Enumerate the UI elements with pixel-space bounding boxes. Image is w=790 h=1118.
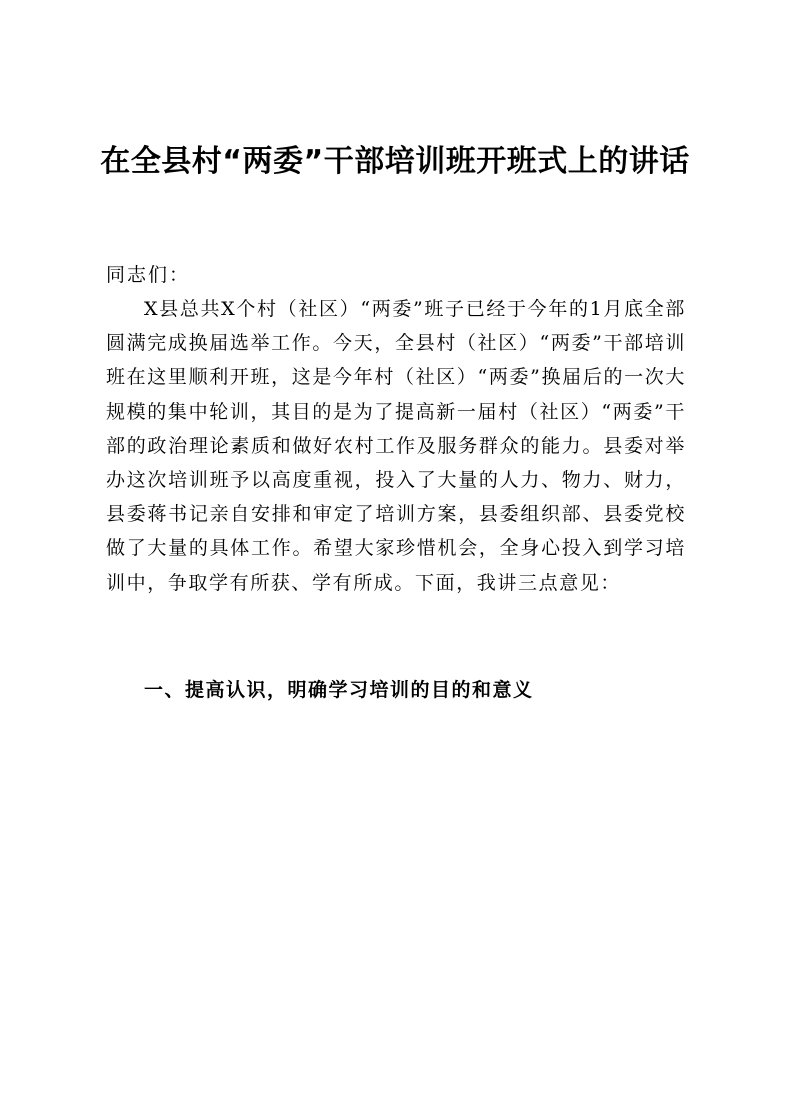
document-title: 在全县村“两委”干部培训班开班式上的讲话	[100, 144, 690, 179]
salutation: 同志们：	[106, 264, 191, 286]
body-paragraph: X县总共X个村（社区）“两委”班子已经于今年的1月底全部圆满完成换届选举工作。今天，全县村（社区）“两委”干部培训班在这里顺利开班，这是今年村（社区）“两委”换届后的一次大规模的集中轮训，其目的是为了提高新一届村（社区）“两委”干部的政治理论素质和做好农村工作及服务群众的能力。县委对举办这次培训班予以高度重视，投入了大量的人力、物力、财力，县委蒋书记亲自安排和审定了培训方案，县委组织部、县委党校做了大量的具体工作。希望大家珍惜机会，全身心投入到学习培训中，争取学有所获、学有所成。下面，我讲三点意见：	[106, 298, 686, 594]
section-heading: 一、提高认识，明确学习培训的目的和意义	[144, 679, 534, 701]
